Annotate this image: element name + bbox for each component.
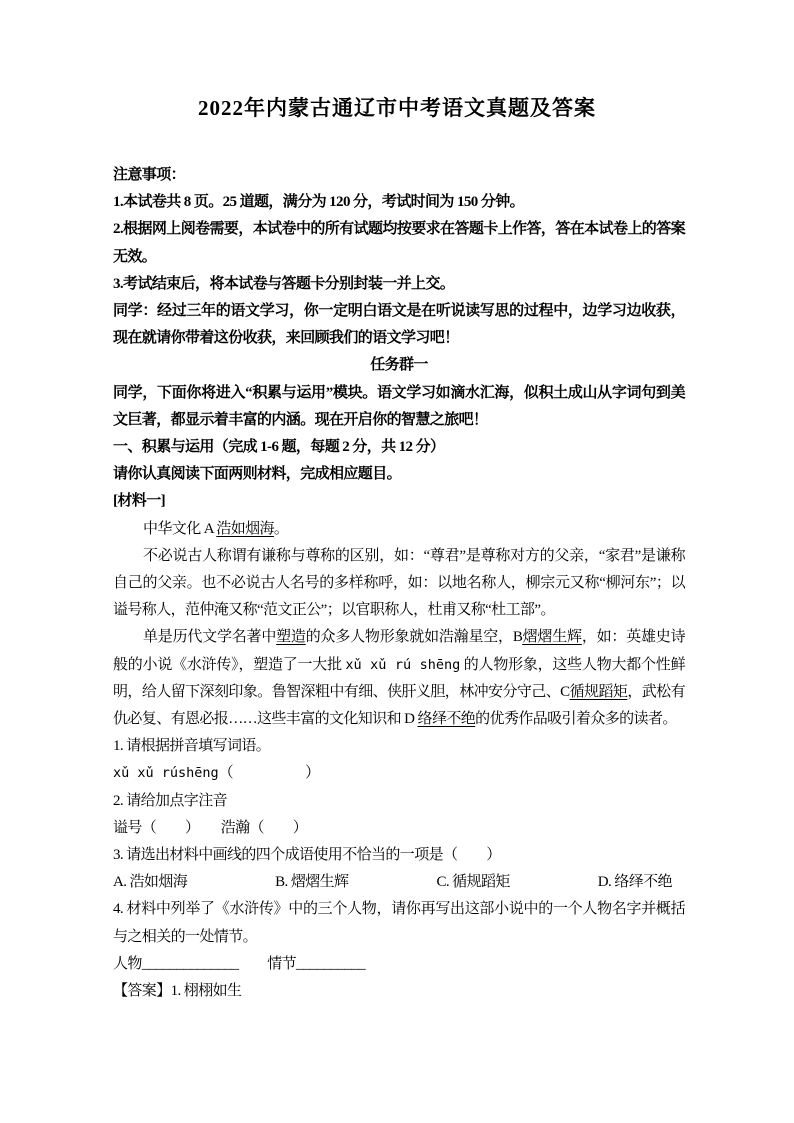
task-group-intro (113, 380, 685, 434)
section-instruction (113, 461, 685, 488)
question-4-blanks (113, 951, 685, 978)
underlined-term: 浩如烟海 (216, 520, 274, 537)
underlined-term: 循规蹈矩 (569, 683, 628, 700)
material-one-label (113, 488, 685, 515)
question-2-blanks (113, 815, 685, 842)
question-1-blank (113, 760, 685, 787)
underlined-term: 塑造 (276, 629, 306, 646)
question-4 (113, 896, 685, 950)
intro-paragraph (113, 298, 685, 352)
section-heading (113, 434, 685, 461)
option-item: A. 浩如烟海 (113, 874, 188, 891)
text-run: 1. 请根据拼音填写词语。 (113, 738, 271, 755)
text-run: 谥号（ ） 浩瀚（ ） (113, 819, 308, 836)
material-paragraph-2 (113, 543, 685, 625)
text-run: 任务群一 (370, 357, 428, 374)
question-1 (113, 733, 685, 760)
question-3-options (113, 869, 685, 896)
notice-heading (113, 162, 685, 189)
text-run: 一、积累与运用（完成 1-6 题，每题 2 分，共 12 分） (113, 439, 445, 456)
text-run: 2.根据网上阅卷需要，本试卷中的所有试题均按要求在答题卡上作答，答在本试卷上的答案无效。 (113, 221, 685, 265)
underlined-term: 熠熠生辉 (522, 629, 582, 646)
text-run: 请你认真阅读下面两则材料，完成相应题目。 (113, 466, 402, 483)
text-run: 2. 请给加点字注音 (113, 792, 228, 809)
text-run: 3.考试结束后，将本试卷与答题卡分别封装一并上交。 (113, 275, 455, 292)
option-item: B. 熠熠生辉 (275, 874, 349, 891)
question-3 (113, 842, 685, 869)
text-run: 的优秀作品吸引着众多的读者。 (475, 711, 677, 728)
text-run: ，如：英雄史诗般的小说《水浒传》，塑造了一大批 (113, 629, 685, 673)
exam-body (113, 162, 685, 1005)
underlined-term: 络绎不绝 (417, 711, 476, 728)
notice-item-2 (113, 216, 685, 270)
pinyin-text: xǔ xǔ rúshēng (113, 765, 219, 782)
text-run: [材料一] (113, 493, 165, 510)
text-run: 中华文化 A (143, 520, 217, 537)
option-item: C. 循规蹈矩 (436, 874, 510, 891)
notice-item-1 (113, 189, 685, 216)
text-run: （ ） (218, 765, 320, 782)
text-run: 1.本试卷共 8 页。25 道题，满分为 120 分，考试时间为 150 分钟。 (113, 194, 525, 211)
text-run: 的众多人物形象就如浩瀚星空，B (305, 629, 523, 646)
text-run: 注意事项： (113, 167, 186, 183)
text-run: 3. 请选出材料中画线的四个成语使用不恰当的一项是（ ） (113, 847, 501, 864)
notice-item-3 (113, 271, 685, 298)
pinyin-text: xǔ xǔ rú shēng (345, 656, 461, 673)
material-paragraph-3 (113, 624, 685, 733)
text-run: 同学：经过三年的语文学习，你一定明白语文是在听说读写思的过程中，边学习边收获，现在就请你带着这份收获，来回顾我们的语文学习吧！ (113, 303, 685, 347)
text-run: 的人物形象，这些人物大都个性鲜明，给人留下深刻印象。鲁智深粗中有细、侠肝义胆，林冲安分守己、C (113, 656, 685, 700)
material-paragraph-1 (113, 516, 685, 543)
answer-line (113, 978, 685, 1005)
text-run: 人物______________ 情节__________ (113, 955, 366, 972)
text-run: 单是历代文学名著中 (143, 629, 277, 646)
text-run: 【答案】1. 栩栩如生 (113, 983, 242, 1000)
text-run: 不必说古人称谓有谦称与尊称的区别，如：“尊君”是尊称对方的父亲，“家君”是谦称自己的父亲。也不必说古人名号的多样称呼，如：以地名称人，柳宗元又称“柳河东”；以谥号称人，范仲淹又称“范文正公”；以官职称人，杜甫又称“杜工部”。 (113, 547, 685, 619)
question-2 (113, 788, 685, 815)
exam-title: 2022年内蒙古通辽市中考语文真题及答案 (198, 96, 596, 120)
text-run: ，武松有仇必复、有恩必报……这些丰富的文化知识和 D (113, 683, 685, 728)
text-run: 同学，下面你将进入“积累与运用”模块。语文学习如滴水汇海，似积土成山从字词句到美文巨著，都显示着丰富的内涵。现在开启你的智慧之旅吧！ (113, 384, 685, 428)
text-run: 4. 材料中列举了《水浒传》中的三个人物，请你再写出这部小说中的一个人物名字并概括与之相关的一处情节。 (113, 901, 685, 945)
text-run: 。 (273, 520, 289, 537)
option-item: D. 络绎不绝 (597, 874, 672, 891)
task-group-heading (113, 352, 685, 379)
